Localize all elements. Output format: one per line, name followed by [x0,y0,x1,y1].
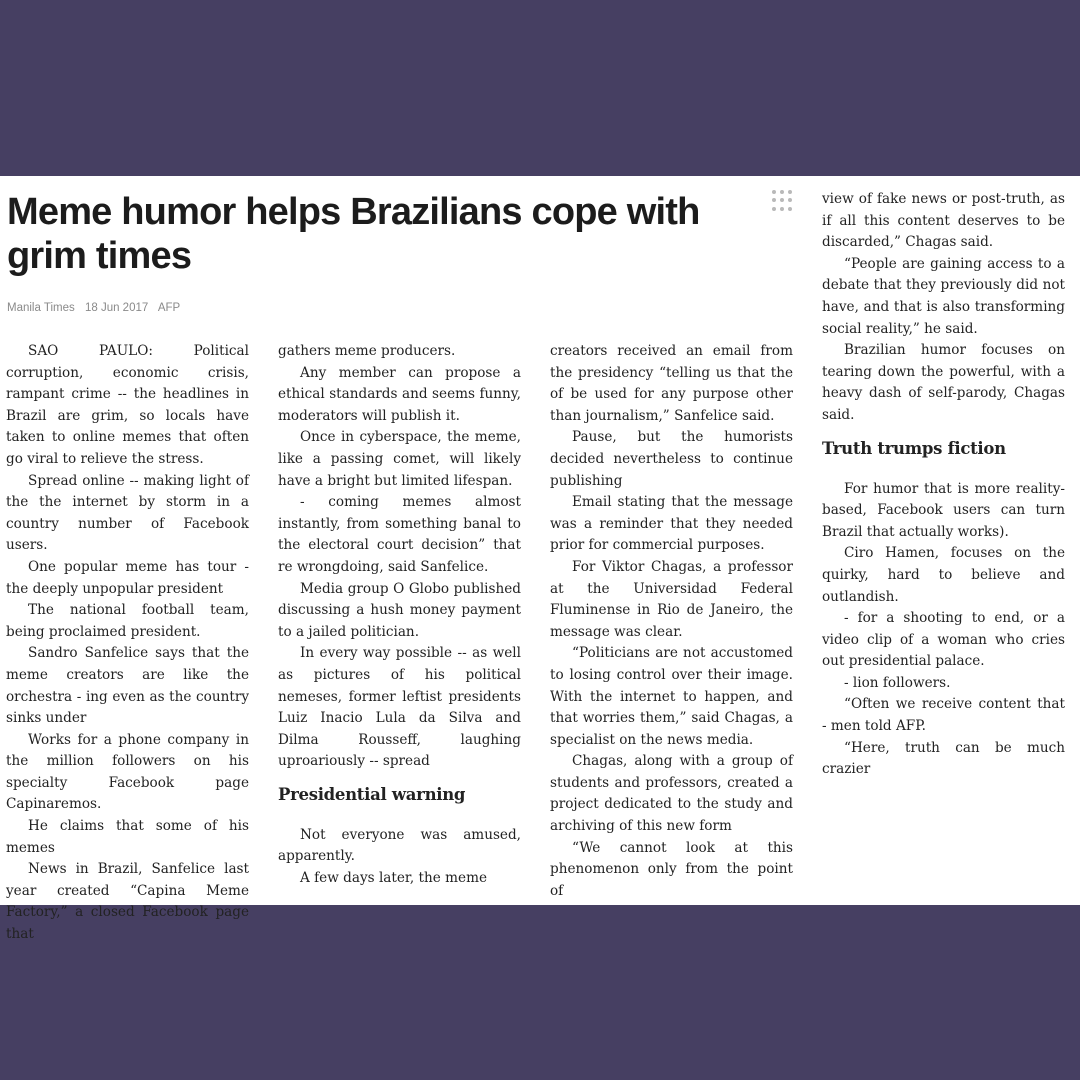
drag-handle-icon[interactable] [772,190,796,212]
paragraph: “Politicians are not accustomed to losing control over their image. With the internet to happen, and that worries them,” said Chagas, a specialist on the news media. [550,645,793,748]
paragraph: He claims that some of his memes [6,818,249,856]
section-heading: Presidential warning [278,784,466,804]
paragraph: In every way possible -- as well as pictures of his political nemeses, former leftist presidents Luiz Inacio Lula da Silva and Dilma Rousseff, laughing uproariously -- spread [278,645,521,770]
paragraph: gathers meme producers. [278,343,456,359]
paragraph: - coming memes almost instantly, from something banal to the electoral court decision” that re wrongdoing, said Sanfelice. [278,494,521,575]
paragraph: Spread online -- making light of the the internet by storm in a country number of Facebook users. [6,472,249,554]
paragraph: News in Brazil, Sanfelice last year created “Capina Meme Factory,” a closed Facebook page that [6,861,249,943]
source-name: Manila Times [7,302,75,314]
paragraph: Any member can propose a ethical standards and seems funny, moderators will publish it. [278,364,521,424]
paragraph: The national football team, being proclaimed president. [6,602,249,640]
paragraph: Chagas, along with a group of students and professors, created a project dedicated to the study and archiving of this new form [550,753,793,835]
article-column-4 [822,189,1065,781]
article-column-3 [550,341,793,902]
paragraph: Brazilian humor focuses on tearing down the powerful, with a heavy dash of self-parody, Chagas said. [822,342,1065,423]
article-byline [7,302,187,314]
paragraph: “People are gaining access to a debate that they previously did not have, and that is also transforming social reality,” he said. [822,255,1065,337]
paragraph: SAO PAULO: Political corruption, economic crisis, rampant crime -- the headlines in Brazil are grim, so locals have taken to online memes that often go viral to relieve the stress. [6,343,249,467]
agency-name: AFP [157,302,181,314]
paragraph: view of fake news or post-truth, as if all this content deserves to be discarded,” Chagas said. [822,191,1065,251]
paragraph: Email stating that the message was a reminder that they needed prior for commercial purposes. [550,494,793,554]
paragraph: Sandro Sanfelice says that the meme creators are like the orchestra - ing even as the country sinks under [6,645,249,727]
article-column-1 [6,341,249,946]
paragraph: A few days later, the meme [300,870,488,887]
paragraph: - lion followers. [844,674,951,691]
paragraph: For Viktor Chagas, a professor at the Universidad Federal Fluminense in Rio de Janeiro, the message was clear. [550,558,793,640]
publish-date: 18 Jun 2017 [84,302,149,314]
paragraph: Media group O Globo published discussing a hush money payment to a jailed politician. [278,580,521,640]
article-column-2 [278,341,521,890]
paragraph: “Here, truth can be much crazier [822,739,1065,778]
paragraph: creators received an email from the presidency “telling us that the of be used for any purpose other than journalism,” Sanfelice said. [550,343,793,424]
paragraph: One popular meme has tour - the deeply unpopular president [6,558,249,597]
paragraph: - for a shooting to end, or a video clip of a woman who cries out presidential palace. [822,610,1065,670]
paragraph: Ciro Hamen, focuses on the quirky, hard to believe and outlandish. [822,545,1065,605]
paragraph: Pause, but the humorists decided nevertheless to continue publishing [550,429,793,489]
paragraph: “Often we receive content that - men told AFP. [822,696,1065,735]
paragraph: Works for a phone company in the million followers on his specialty Facebook page Capinaremos. [6,731,249,813]
article-page [0,176,1080,943]
paragraph: Not everyone was amused, apparently. [278,826,521,865]
paragraph: For humor that is more reality-based, Facebook users can turn Brazil that actually works). [822,480,1065,540]
section-heading: Truth trumps fiction [822,438,1006,458]
paragraph: “We cannot look at this phenomenon only from the point of [550,839,793,899]
article-headline: Meme humor helps Brazilians cope with grim times [7,191,700,277]
paragraph: Once in cyberspace, the meme, like a passing comet, will likely have a bright but limited lifespan. [278,429,521,489]
